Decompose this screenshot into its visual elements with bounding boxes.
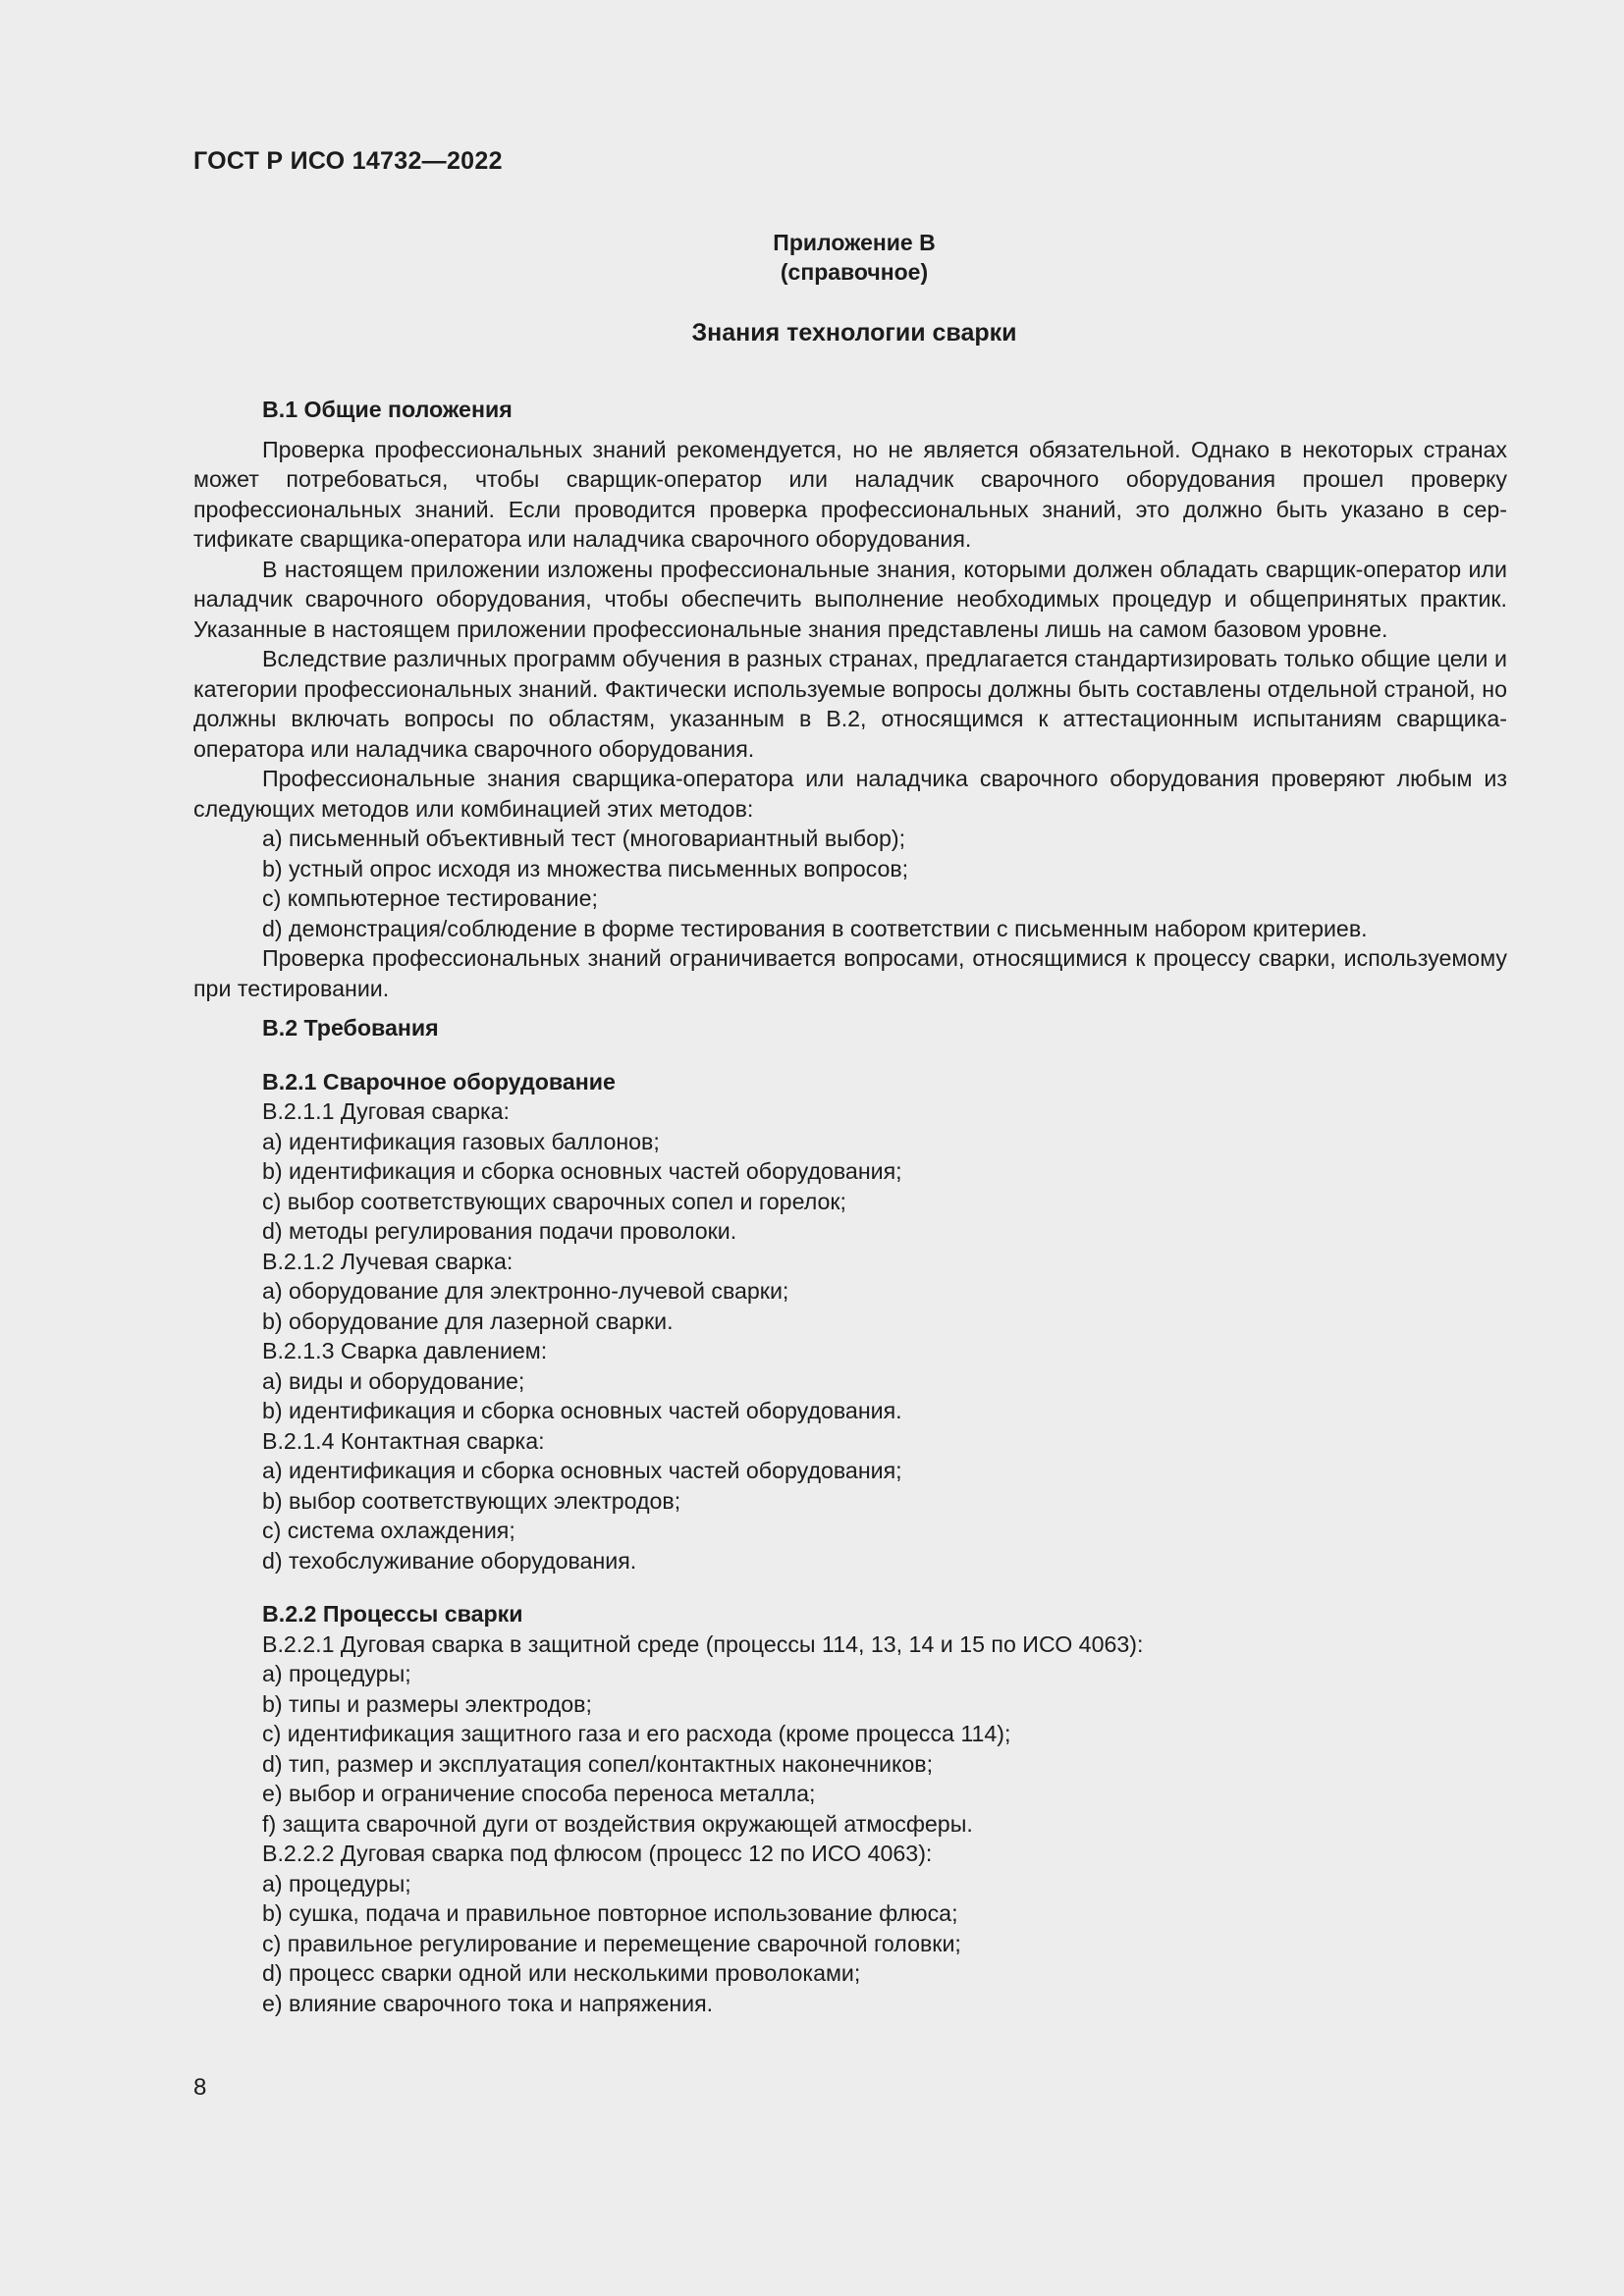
list-item: d) тип, размер и эксплуатация сопел/контактных наконечников; bbox=[262, 1750, 934, 1777]
list-item: b) идентификация и сборка основных частей оборудования; bbox=[262, 1158, 902, 1184]
list-item: d) методы регулирования подачи проволоки. bbox=[262, 1218, 737, 1244]
list-item: b) идентификация и сборка основных частей оборудования. bbox=[262, 1398, 902, 1423]
standard-header: ГОСТ Р ИСО 14732—2022 bbox=[193, 147, 503, 175]
subsection-title: В.2.1.2 Лучевая сварка: bbox=[262, 1248, 514, 1274]
list-item: a) виды и оборудование; bbox=[262, 1367, 525, 1394]
section-b21-title: В.2.1 Сварочное оборудование bbox=[262, 1068, 616, 1095]
annex-title bbox=[0, 228, 1624, 287]
list-item: b) устный опрос исходя из множества письменных вопросов; bbox=[262, 855, 909, 881]
section-b1-title: В.1 Общие положения bbox=[262, 397, 513, 422]
annex-heading: Знания технологии сварки bbox=[691, 319, 1017, 347]
page-number: 8 bbox=[193, 2074, 207, 2101]
subsection-title: В.2.1.3 Сварка давлением: bbox=[262, 1338, 548, 1363]
list-item: f) защита сварочной дуги от воздействия окружающей атмосферы. bbox=[262, 1810, 973, 1837]
list-item: c) правильное регулирование и перемещение сварочной головки; bbox=[262, 1930, 961, 1956]
subsection-title: В.2.2.2 Дуговая сварка под флюсом (процесс 12 по ИСО 4063): bbox=[262, 1841, 933, 1866]
list-item: a) процедуры; bbox=[262, 1661, 411, 1686]
list-item: b) выбор соответствующих электродов; bbox=[262, 1487, 681, 1514]
list-item: e) влияние сварочного тока и напряжения. bbox=[262, 1990, 714, 2016]
subsection-title: В.2.1.4 Контактная сварка: bbox=[262, 1427, 545, 1454]
list-item: d) процесс сварки одной или несколькими проволоками; bbox=[262, 1960, 861, 1986]
list-item: c) идентификация защитного газа и его расхода (кроме процесса 114); bbox=[262, 1721, 1011, 1746]
list-item: c) выбор соответствующих сварочных сопел и горелок; bbox=[262, 1188, 846, 1214]
paragraph: Проверка профессиональных знаний рекомендуется, но не является обязательной. Однако в некоторых странах может потребоваться, чтобы сварщик-оператор или наладчик сварочного оборудования прошел проверку профессиональных знаний. Если проводится проверка профессиональных знаний, это должно быть указано в сертификате сварщика-оператора или наладчика сварочного оборудования. bbox=[193, 436, 1507, 552]
list-item: c) компьютерное тестирование; bbox=[262, 885, 598, 911]
paragraph: Проверка профессиональных знаний ограничивается вопросами, относящимися к процессу сварки, используемому при тестировании. bbox=[193, 945, 1507, 1001]
list-item: b) типы и размеры электродов; bbox=[262, 1690, 592, 1717]
list-item: b) оборудование для лазерной сварки. bbox=[262, 1308, 674, 1334]
list-item: e) выбор и ограничение способа переноса металла; bbox=[262, 1781, 816, 1806]
paragraph: В настоящем приложении изложены профессиональные знания, которыми должен обладать сварщик-оператор или наладчик сварочного оборудования, чтобы обеспечить выполнение необходимых процедур и общепринятых практик. Указанные в настоящем приложении профессиональные знания представлены лишь на самом базовом уровне. bbox=[193, 556, 1507, 642]
list-item: d) техобслуживание оборудования. bbox=[262, 1547, 637, 1574]
paragraph: Вследствие различных программ обучения в разных странах, предлагается стандартизировать только общие цели и категории профессиональных знаний. Фактически используемые вопросы должны быть составлены отдельной страной, но должны включать вопросы по областям, указанным в В.2, относящимся к аттестационным испытаниям сварщика-оператора или наладчика сварочного оборудования. bbox=[193, 646, 1507, 762]
section-b2-title: В.2 Требования bbox=[262, 1015, 439, 1041]
list-item: a) идентификация газовых баллонов; bbox=[262, 1128, 660, 1154]
list-item: a) оборудование для электронно-лучевой сварки; bbox=[262, 1278, 789, 1304]
paragraph: Профессиональные знания сварщика-оператора или наладчика сварочного оборудования проверяют любым из следующих методов или комбинацией этих методов: bbox=[193, 766, 1507, 822]
annex-status: (справочное) bbox=[780, 259, 929, 285]
section-b22-title: В.2.2 Процессы сварки bbox=[262, 1601, 523, 1627]
list-item: c) система охлаждения; bbox=[262, 1518, 515, 1543]
list-item: a) письменный объективный тест (многовариантный выбор); bbox=[262, 826, 906, 851]
subsection-title: В.2.2.1 Дуговая сварка в защитной среде (процессы 114, 13, 14 и 15 по ИСО 4063): bbox=[262, 1630, 1144, 1657]
list-item: a) идентификация и сборка основных частей оборудования; bbox=[262, 1458, 902, 1483]
document-body bbox=[193, 395, 1507, 2018]
list-item: d) демонстрация/соблюдение в форме тестирования в соответствии с письменным набором критериев. bbox=[262, 915, 1368, 941]
annex-label: Приложение В bbox=[773, 230, 936, 255]
list-item: b) сушка, подача и правильное повторное использование флюса; bbox=[262, 1900, 958, 1926]
list-item: a) процедуры; bbox=[262, 1870, 411, 1896]
subsection-title: В.2.1.1 Дуговая сварка: bbox=[262, 1098, 510, 1124]
